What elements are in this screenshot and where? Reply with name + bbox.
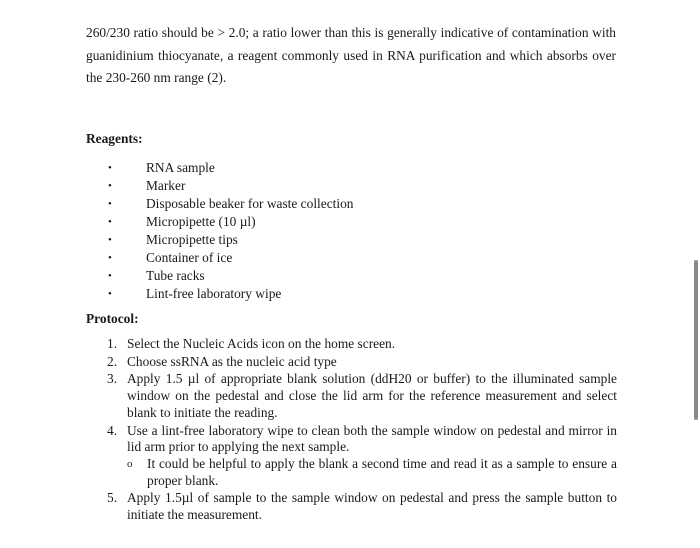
protocol-step (107, 423, 617, 490)
intro-paragraph: 260/230 ratio should be > 2.0; a ratio lower than this is generally indicative of contamination with guanidinium thiocyanate, a reagent commonly used in RNA purification and which absorbs over the 230-260 nm range (2). (86, 25, 616, 85)
bullet-icon: • (108, 180, 112, 192)
protocol-step (107, 336, 617, 353)
protocol-step (107, 490, 617, 523)
bullet-icon: • (108, 252, 112, 264)
bullet-icon: • (108, 270, 112, 282)
step-number: 5. (107, 490, 118, 506)
step-text: Select the Nucleic Acids icon on the home screen. (127, 336, 396, 351)
sub-step (127, 456, 617, 489)
step-number: 2. (107, 353, 118, 369)
protocol-heading: Protocol: (86, 311, 139, 326)
document-page: 260/230 ratio should be > 2.0; a ratio lower than this is generally indicative of contamination with guanidinium thiocyanate, a reagent commonly used in RNA purification and which absorbs over the 230-260 nm range (2). Reagents: • RNA sample • Marker • Disposable beaker for waste collection • Micropipette (10 µl) • Micropipette tips • Container of ice • Tube racks • Lint-free laboratory wipe Protocol: 1. Select the Nucleic Acids icon on the home screen. 2. Choose ssRNA as the nucleic acid type 3. Apply 1.5 µl of appropriate blank solution (ddH20 or buffer) to the illuminated sample window on the pedestal and close the lid arm for the reference measurement and select blank to initiate the reading. 4. Use a lint-free laboratory wipe to clean both the sample window on pedestal and mirror in lid arm prior to applying the next sample. o It could be helpful to apply the blank a second time and read it as a sample to ensure a proper blank. 5. Apply 1.5µl of sample to the sample window on pedestal and press the sample button to initiate the measurement. (0, 0, 700, 548)
step-text: Choose ssRNA as the nucleic acid type (127, 353, 337, 369)
protocol-step (107, 354, 617, 371)
bullet-icon: • (108, 198, 112, 210)
step-number: 4. (107, 422, 118, 438)
bullet-icon: • (108, 234, 112, 246)
step-text: Apply 1.5 µl of appropriate blank solution (ddH20 or buffer) to the illuminated sample window on the pedestal and close the lid arm for the reference measurement and select blank to initiate the reading. (127, 371, 617, 420)
step-number: 1. (107, 336, 118, 351)
bullet-icon: • (108, 216, 112, 228)
step-text: Use a lint-free laboratory wipe to clean both the sample window on pedestal and mirror in lid arm prior to applying the next sample. (127, 422, 617, 455)
step-text: Apply 1.5µl of sample to the sample window on pedestal and press the sample button to initiate the measurement. (127, 490, 617, 523)
reagents-heading: Reagents: (86, 131, 143, 146)
bullet-icon: • (108, 288, 112, 300)
circle-bullet-icon: o (127, 457, 133, 470)
protocol-step (107, 371, 617, 421)
step-number: 3. (107, 371, 118, 387)
sub-step-text: It could be helpful to apply the blank a second time and read it as a sample to ensure a proper blank. (147, 455, 617, 488)
scrollbar[interactable] (694, 260, 698, 420)
bullet-icon: • (108, 162, 112, 174)
protocol-steps (107, 336, 617, 525)
